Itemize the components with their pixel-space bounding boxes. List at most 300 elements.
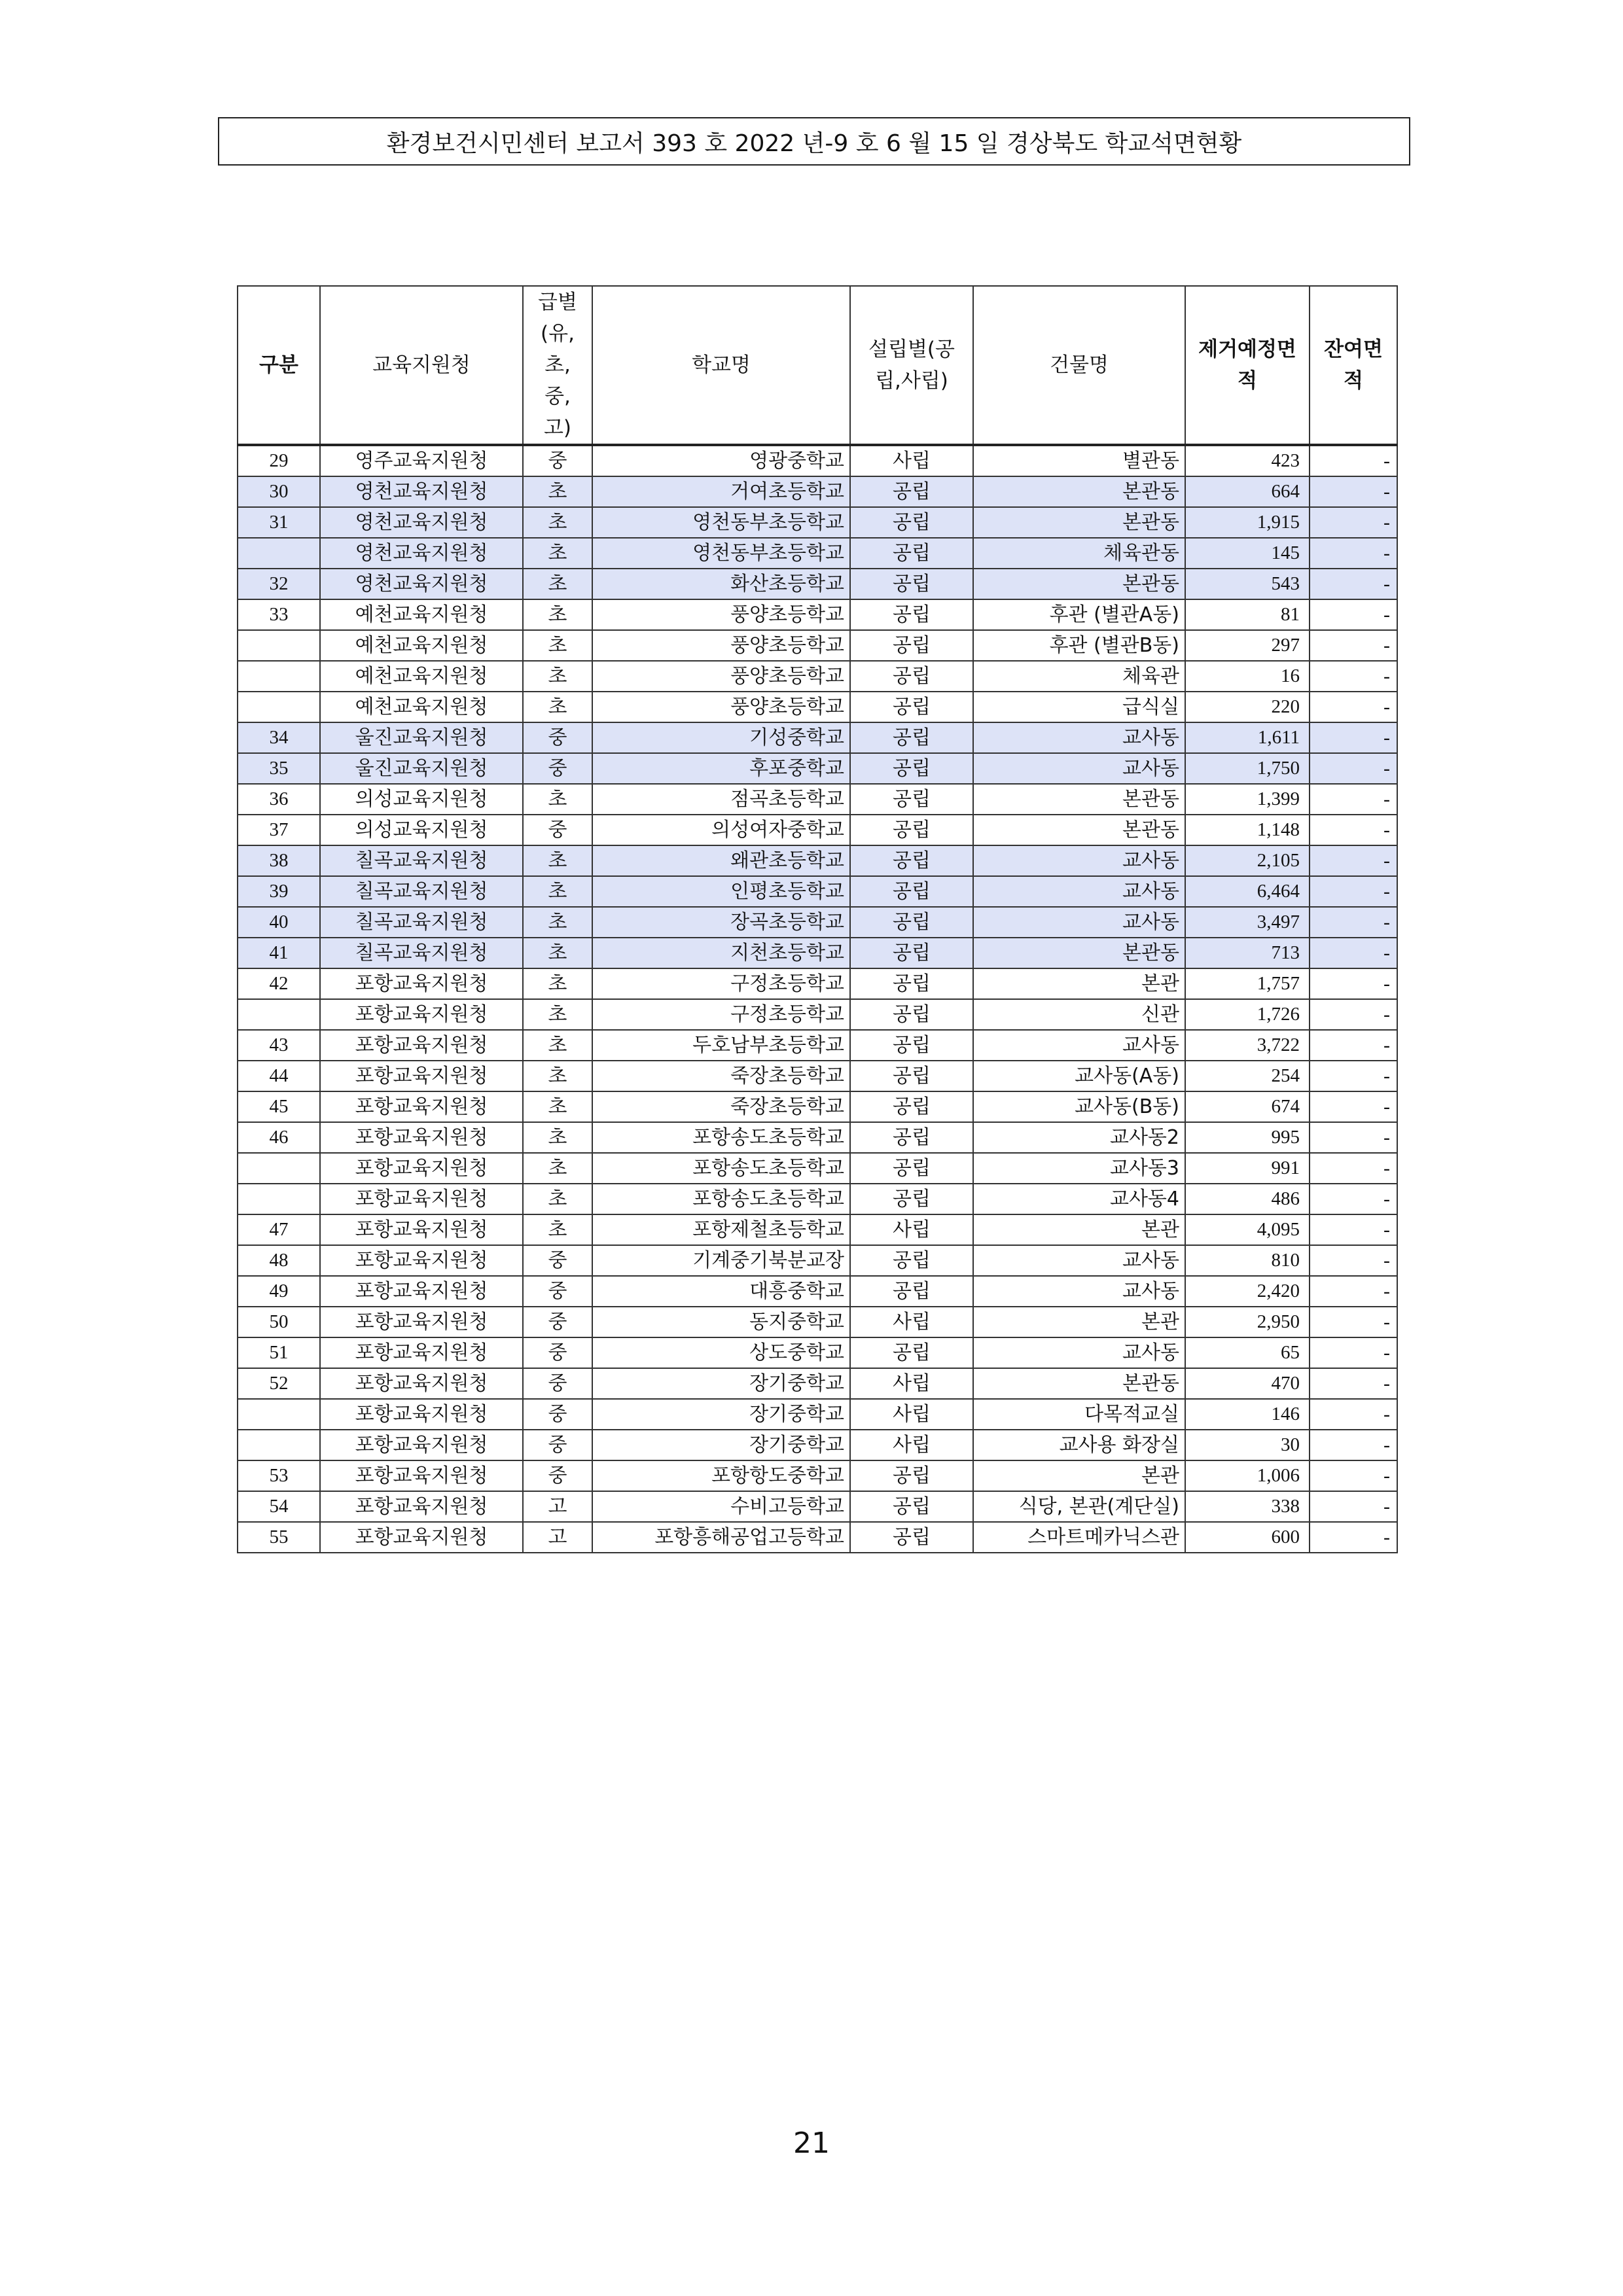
table-row [238, 1522, 1397, 1553]
cell-area: 1,757 [1185, 968, 1310, 999]
cell-school: 장곡초등학교 [592, 907, 850, 938]
cell-building: 체육관동 [973, 538, 1185, 569]
cell-area: 674 [1185, 1091, 1310, 1122]
cell-type: 공립 [850, 1276, 973, 1307]
cell-building: 본관동 [973, 1368, 1185, 1399]
col-header-school: 학교명 [592, 286, 850, 445]
cell-office: 칠곡교육지원청 [320, 845, 523, 876]
cell-remaining: - [1310, 1337, 1397, 1368]
cell-office: 포항교육지원청 [320, 1337, 523, 1368]
cell-office: 칠곡교육지원청 [320, 876, 523, 907]
cell-school: 동지중학교 [592, 1307, 850, 1337]
cell-remaining: - [1310, 938, 1397, 968]
cell-office: 울진교육지원청 [320, 753, 523, 784]
cell-school: 점곡초등학교 [592, 784, 850, 815]
cell-no: 55 [238, 1522, 320, 1553]
cell-no: 46 [238, 1122, 320, 1153]
cell-type: 사립 [850, 1214, 973, 1245]
cell-building: 교사동 [973, 1337, 1185, 1368]
table-row [238, 1430, 1397, 1460]
col-header-type: 설립별(공립,사립) [850, 286, 973, 445]
cell-building: 교사동 [973, 1245, 1185, 1276]
cell-level: 초 [523, 876, 592, 907]
table-row [238, 999, 1397, 1030]
cell-level: 초 [523, 599, 592, 630]
col-header-building: 건물명 [973, 286, 1185, 445]
cell-level: 중 [523, 1460, 592, 1491]
cell-remaining: - [1310, 1522, 1397, 1553]
table-row [238, 1245, 1397, 1276]
cell-level: 초 [523, 845, 592, 876]
cell-type: 공립 [850, 968, 973, 999]
table-row [238, 1122, 1397, 1153]
table-row [238, 1214, 1397, 1245]
cell-type: 공립 [850, 784, 973, 815]
cell-type: 공립 [850, 630, 973, 661]
cell-building: 본관동 [973, 569, 1185, 599]
cell-no: 32 [238, 569, 320, 599]
cell-area: 664 [1185, 476, 1310, 507]
cell-area: 1,750 [1185, 753, 1310, 784]
cell-level: 중 [523, 753, 592, 784]
cell-building: 다목적교실 [973, 1399, 1185, 1430]
cell-no [238, 1153, 320, 1184]
cell-remaining: - [1310, 599, 1397, 630]
cell-area: 1,006 [1185, 1460, 1310, 1491]
cell-school: 기계중기북분교장 [592, 1245, 850, 1276]
cell-building: 별관동 [973, 445, 1185, 476]
cell-school: 풍양초등학교 [592, 692, 850, 722]
cell-building: 후관 (별관A동) [973, 599, 1185, 630]
cell-area: 2,420 [1185, 1276, 1310, 1307]
cell-area: 810 [1185, 1245, 1310, 1276]
cell-office: 포항교육지원청 [320, 1030, 523, 1061]
table-header-row [238, 286, 1397, 445]
cell-area: 2,950 [1185, 1307, 1310, 1337]
cell-no [238, 661, 320, 692]
cell-school: 화산초등학교 [592, 569, 850, 599]
cell-remaining: - [1310, 445, 1397, 476]
cell-type: 공립 [850, 1522, 973, 1553]
table-row [238, 1399, 1397, 1430]
col-header-office: 교육지원청 [320, 286, 523, 445]
cell-type: 공립 [850, 815, 973, 845]
table-row [238, 1307, 1397, 1337]
cell-remaining: - [1310, 1460, 1397, 1491]
cell-office: 포항교육지원청 [320, 1061, 523, 1091]
cell-no [238, 692, 320, 722]
cell-building: 교사동 [973, 1030, 1185, 1061]
cell-remaining: - [1310, 845, 1397, 876]
cell-level: 초 [523, 538, 592, 569]
cell-building: 교사동 [973, 1276, 1185, 1307]
cell-remaining: - [1310, 569, 1397, 599]
cell-area: 470 [1185, 1368, 1310, 1399]
cell-remaining: - [1310, 1430, 1397, 1460]
cell-building: 교사동 [973, 876, 1185, 907]
cell-level: 고 [523, 1491, 592, 1522]
cell-building: 교사동 [973, 907, 1185, 938]
cell-office: 포항교육지원청 [320, 1276, 523, 1307]
cell-school: 풍양초등학교 [592, 599, 850, 630]
cell-school: 수비고등학교 [592, 1491, 850, 1522]
cell-type: 공립 [850, 599, 973, 630]
cell-office: 영천교육지원청 [320, 476, 523, 507]
cell-remaining: - [1310, 753, 1397, 784]
cell-office: 영천교육지원청 [320, 507, 523, 538]
cell-school: 풍양초등학교 [592, 661, 850, 692]
table-row [238, 476, 1397, 507]
cell-type: 사립 [850, 445, 973, 476]
asbestos-table [237, 285, 1398, 1553]
cell-level: 중 [523, 445, 592, 476]
cell-level: 초 [523, 1030, 592, 1061]
cell-area: 1,726 [1185, 999, 1310, 1030]
cell-no: 44 [238, 1061, 320, 1091]
cell-office: 포항교육지원청 [320, 1522, 523, 1553]
cell-building: 급식실 [973, 692, 1185, 722]
cell-office: 의성교육지원청 [320, 815, 523, 845]
cell-remaining: - [1310, 507, 1397, 538]
cell-no [238, 1184, 320, 1214]
cell-office: 칠곡교육지원청 [320, 907, 523, 938]
table-row [238, 1091, 1397, 1122]
cell-remaining: - [1310, 1368, 1397, 1399]
cell-no: 53 [238, 1460, 320, 1491]
cell-school: 구정초등학교 [592, 999, 850, 1030]
cell-level: 초 [523, 507, 592, 538]
table-row [238, 753, 1397, 784]
cell-area: 991 [1185, 1153, 1310, 1184]
cell-type: 공립 [850, 876, 973, 907]
cell-area: 1,611 [1185, 722, 1310, 753]
cell-school: 장기중학교 [592, 1430, 850, 1460]
cell-school: 포항항도중학교 [592, 1460, 850, 1491]
cell-type: 공립 [850, 1091, 973, 1122]
cell-school: 장기중학교 [592, 1368, 850, 1399]
cell-level: 초 [523, 1061, 592, 1091]
table-row [238, 1460, 1397, 1491]
cell-no: 39 [238, 876, 320, 907]
cell-remaining: - [1310, 876, 1397, 907]
cell-building: 교사동2 [973, 1122, 1185, 1153]
cell-remaining: - [1310, 1091, 1397, 1122]
cell-building: 교사동3 [973, 1153, 1185, 1184]
cell-area: 6,464 [1185, 876, 1310, 907]
cell-building: 본관동 [973, 815, 1185, 845]
cell-no: 48 [238, 1245, 320, 1276]
cell-school: 영천동부초등학교 [592, 538, 850, 569]
cell-remaining: - [1310, 1214, 1397, 1245]
cell-school: 영광중학교 [592, 445, 850, 476]
cell-level: 중 [523, 722, 592, 753]
report-title: 환경보건시민센터 보고서 393 호 2022 년-9 호 6 월 15 일 경상북도 학교석면현황 [386, 130, 1242, 157]
cell-office: 영천교육지원청 [320, 538, 523, 569]
cell-type: 사립 [850, 1399, 973, 1430]
cell-area: 81 [1185, 599, 1310, 630]
cell-no: 29 [238, 445, 320, 476]
cell-building: 본관동 [973, 938, 1185, 968]
cell-school: 포항송도초등학교 [592, 1184, 850, 1214]
cell-level: 중 [523, 1245, 592, 1276]
cell-school: 풍양초등학교 [592, 630, 850, 661]
cell-type: 공립 [850, 538, 973, 569]
table-row [238, 815, 1397, 845]
table-row [238, 968, 1397, 999]
cell-school: 두호남부초등학교 [592, 1030, 850, 1061]
cell-office: 포항교육지원청 [320, 1245, 523, 1276]
cell-level: 초 [523, 938, 592, 968]
cell-school: 왜관초등학교 [592, 845, 850, 876]
cell-building: 본관 [973, 968, 1185, 999]
cell-area: 220 [1185, 692, 1310, 722]
cell-level: 초 [523, 784, 592, 815]
cell-remaining: - [1310, 630, 1397, 661]
cell-level: 초 [523, 1184, 592, 1214]
page-number: 21 [793, 2127, 830, 2160]
cell-remaining: - [1310, 692, 1397, 722]
cell-area: 254 [1185, 1061, 1310, 1091]
cell-area: 3,722 [1185, 1030, 1310, 1061]
cell-level: 초 [523, 692, 592, 722]
cell-remaining: - [1310, 999, 1397, 1030]
col-header-remaining: 잔여면적 [1310, 286, 1397, 445]
table-row [238, 692, 1397, 722]
cell-building: 교사동 [973, 753, 1185, 784]
col-header-no: 구분 [238, 286, 320, 445]
table-row [238, 1184, 1397, 1214]
cell-type: 공립 [850, 1460, 973, 1491]
cell-remaining: - [1310, 907, 1397, 938]
cell-school: 대흥중학교 [592, 1276, 850, 1307]
cell-office: 포항교육지원청 [320, 1091, 523, 1122]
cell-type: 사립 [850, 1430, 973, 1460]
cell-type: 공립 [850, 1491, 973, 1522]
table-row [238, 1368, 1397, 1399]
cell-level: 중 [523, 1276, 592, 1307]
cell-level: 초 [523, 907, 592, 938]
cell-area: 338 [1185, 1491, 1310, 1522]
cell-remaining: - [1310, 1122, 1397, 1153]
cell-school: 의성여자중학교 [592, 815, 850, 845]
cell-remaining: - [1310, 1245, 1397, 1276]
cell-no: 54 [238, 1491, 320, 1522]
cell-area: 145 [1185, 538, 1310, 569]
cell-area: 486 [1185, 1184, 1310, 1214]
cell-building: 후관 (별관B동) [973, 630, 1185, 661]
cell-office: 포항교육지원청 [320, 1214, 523, 1245]
cell-office: 포항교육지원청 [320, 1460, 523, 1491]
cell-office: 영천교육지원청 [320, 569, 523, 599]
cell-type: 공립 [850, 722, 973, 753]
cell-type: 공립 [850, 1245, 973, 1276]
cell-type: 공립 [850, 938, 973, 968]
cell-area: 600 [1185, 1522, 1310, 1553]
cell-remaining: - [1310, 815, 1397, 845]
cell-level: 초 [523, 1091, 592, 1122]
cell-no: 52 [238, 1368, 320, 1399]
table-row [238, 1276, 1397, 1307]
cell-type: 공립 [850, 661, 973, 692]
table-row [238, 1491, 1397, 1522]
cell-type: 공립 [850, 1337, 973, 1368]
cell-building: 교사동(A동) [973, 1061, 1185, 1091]
cell-no [238, 630, 320, 661]
cell-type: 공립 [850, 692, 973, 722]
cell-area: 297 [1185, 630, 1310, 661]
cell-level: 중 [523, 1368, 592, 1399]
cell-level: 초 [523, 661, 592, 692]
cell-school: 죽장초등학교 [592, 1061, 850, 1091]
cell-remaining: - [1310, 968, 1397, 999]
cell-school: 포항송도초등학교 [592, 1153, 850, 1184]
cell-building: 스마트메카닉스관 [973, 1522, 1185, 1553]
cell-no: 41 [238, 938, 320, 968]
cell-level: 중 [523, 815, 592, 845]
cell-school: 구정초등학교 [592, 968, 850, 999]
cell-area: 995 [1185, 1122, 1310, 1153]
table-row [238, 938, 1397, 968]
cell-school: 포항흥해공업고등학교 [592, 1522, 850, 1553]
cell-no: 47 [238, 1214, 320, 1245]
cell-level: 초 [523, 1122, 592, 1153]
cell-remaining: - [1310, 784, 1397, 815]
cell-no: 51 [238, 1337, 320, 1368]
col-header-level: 급별(유,초,중,고) [523, 286, 592, 445]
cell-remaining: - [1310, 1276, 1397, 1307]
cell-building: 교사동 [973, 722, 1185, 753]
cell-type: 공립 [850, 569, 973, 599]
cell-building: 교사동(B동) [973, 1091, 1185, 1122]
cell-office: 의성교육지원청 [320, 784, 523, 815]
cell-office: 포항교육지원청 [320, 1368, 523, 1399]
cell-area: 3,497 [1185, 907, 1310, 938]
table-row [238, 722, 1397, 753]
table-row [238, 569, 1397, 599]
cell-office: 포항교육지원청 [320, 1399, 523, 1430]
cell-remaining: - [1310, 1399, 1397, 1430]
cell-remaining: - [1310, 538, 1397, 569]
cell-area: 146 [1185, 1399, 1310, 1430]
cell-no [238, 1399, 320, 1430]
cell-office: 영주교육지원청 [320, 445, 523, 476]
report-header [218, 117, 1410, 166]
cell-type: 공립 [850, 999, 973, 1030]
cell-type: 공립 [850, 907, 973, 938]
table-row [238, 630, 1397, 661]
cell-office: 포항교육지원청 [320, 1184, 523, 1214]
cell-no: 35 [238, 753, 320, 784]
cell-office: 예천교육지원청 [320, 661, 523, 692]
cell-school: 기성중학교 [592, 722, 850, 753]
cell-no: 40 [238, 907, 320, 938]
cell-building: 본관동 [973, 476, 1185, 507]
table-row [238, 538, 1397, 569]
table-row [238, 784, 1397, 815]
cell-remaining: - [1310, 1307, 1397, 1337]
cell-remaining: - [1310, 1153, 1397, 1184]
cell-office: 예천교육지원청 [320, 599, 523, 630]
cell-area: 543 [1185, 569, 1310, 599]
cell-building: 본관 [973, 1214, 1185, 1245]
cell-office: 포항교육지원청 [320, 999, 523, 1030]
cell-school: 거여초등학교 [592, 476, 850, 507]
cell-building: 체육관 [973, 661, 1185, 692]
cell-no [238, 538, 320, 569]
cell-no: 34 [238, 722, 320, 753]
cell-office: 칠곡교육지원청 [320, 938, 523, 968]
cell-type: 공립 [850, 476, 973, 507]
cell-remaining: - [1310, 1030, 1397, 1061]
cell-no: 33 [238, 599, 320, 630]
cell-type: 공립 [850, 1122, 973, 1153]
cell-area: 1,148 [1185, 815, 1310, 845]
cell-school: 포항제철초등학교 [592, 1214, 850, 1245]
cell-no [238, 1430, 320, 1460]
cell-building: 본관동 [973, 507, 1185, 538]
cell-building: 신관 [973, 999, 1185, 1030]
cell-area: 423 [1185, 445, 1310, 476]
cell-office: 포항교육지원청 [320, 1153, 523, 1184]
cell-no: 50 [238, 1307, 320, 1337]
cell-remaining: - [1310, 661, 1397, 692]
table-body [238, 445, 1397, 1553]
table-row [238, 507, 1397, 538]
table-row [238, 845, 1397, 876]
cell-no [238, 999, 320, 1030]
cell-school: 포항송도초등학교 [592, 1122, 850, 1153]
cell-school: 후포중학교 [592, 753, 850, 784]
cell-level: 고 [523, 1522, 592, 1553]
cell-building: 교사용 화장실 [973, 1430, 1185, 1460]
cell-building: 교사동 [973, 845, 1185, 876]
cell-remaining: - [1310, 1061, 1397, 1091]
cell-school: 장기중학교 [592, 1399, 850, 1430]
cell-area: 2,105 [1185, 845, 1310, 876]
cell-area: 1,399 [1185, 784, 1310, 815]
cell-type: 공립 [850, 1061, 973, 1091]
cell-no: 31 [238, 507, 320, 538]
cell-area: 65 [1185, 1337, 1310, 1368]
cell-type: 공립 [850, 507, 973, 538]
table-row [238, 599, 1397, 630]
cell-level: 초 [523, 630, 592, 661]
cell-level: 초 [523, 968, 592, 999]
cell-area: 30 [1185, 1430, 1310, 1460]
cell-level: 초 [523, 1214, 592, 1245]
cell-no: 42 [238, 968, 320, 999]
cell-remaining: - [1310, 476, 1397, 507]
cell-level: 초 [523, 476, 592, 507]
cell-no: 37 [238, 815, 320, 845]
table-row [238, 907, 1397, 938]
cell-school: 상도중학교 [592, 1337, 850, 1368]
cell-school: 영천동부초등학교 [592, 507, 850, 538]
cell-no: 49 [238, 1276, 320, 1307]
cell-school: 죽장초등학교 [592, 1091, 850, 1122]
table-row [238, 1153, 1397, 1184]
cell-office: 포항교육지원청 [320, 1307, 523, 1337]
cell-type: 사립 [850, 1307, 973, 1337]
cell-office: 포항교육지원청 [320, 968, 523, 999]
cell-remaining: - [1310, 1491, 1397, 1522]
col-header-area: 제거예정면적 [1185, 286, 1310, 445]
cell-building: 본관동 [973, 784, 1185, 815]
cell-building: 식당, 본관(계단실) [973, 1491, 1185, 1522]
table-row [238, 445, 1397, 476]
cell-office: 포항교육지원청 [320, 1430, 523, 1460]
cell-type: 공립 [850, 1030, 973, 1061]
